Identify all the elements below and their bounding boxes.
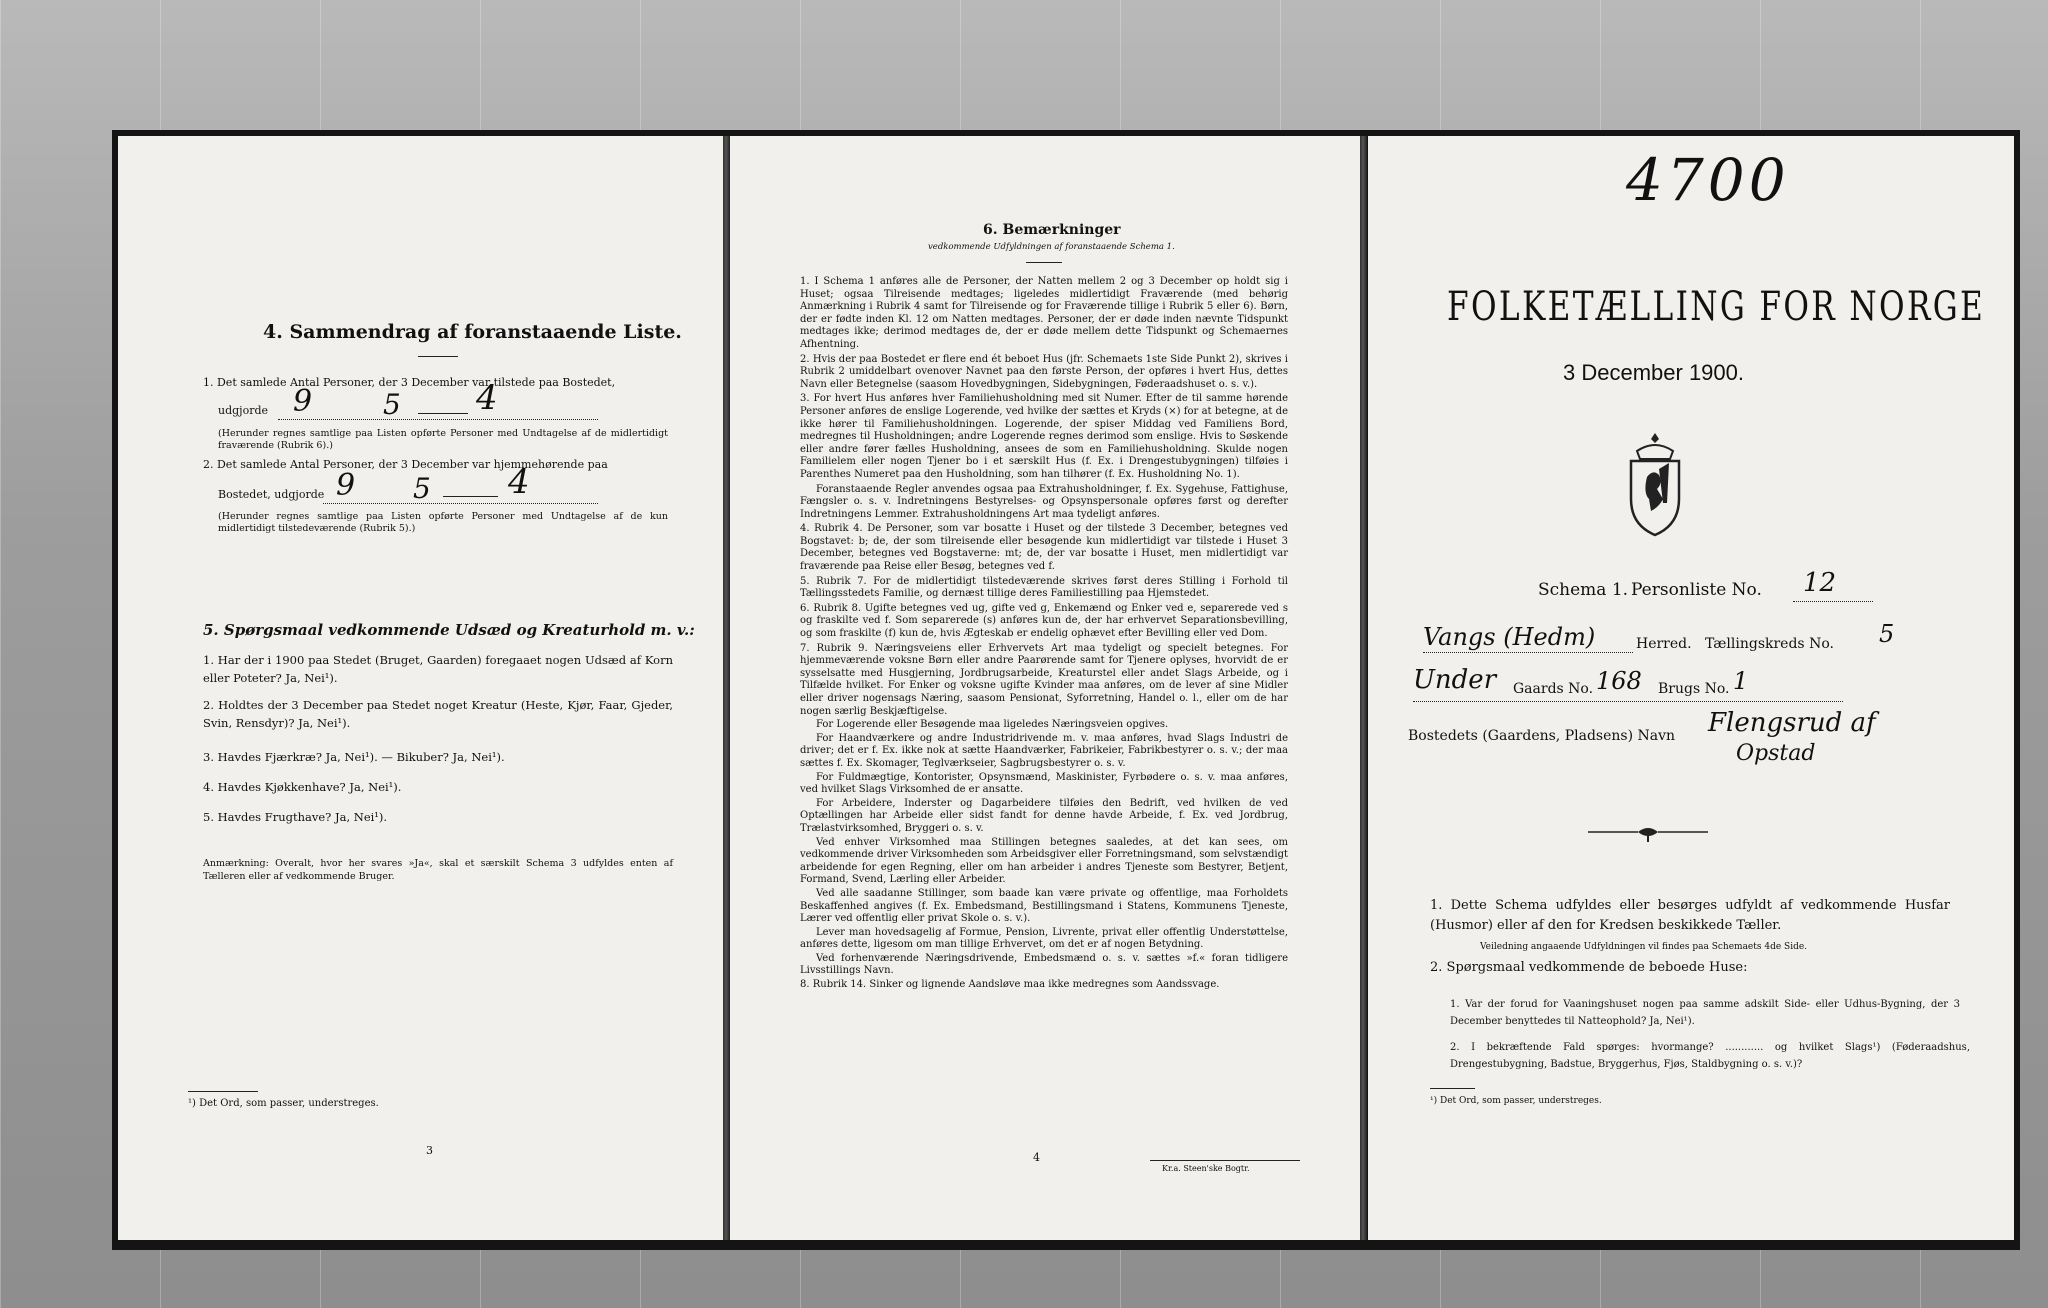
printer-credit: Kr.a. Steen'ske Bogtr.	[1162, 1164, 1250, 1173]
brugs-label: Brugs No.	[1658, 681, 1730, 697]
printer-rule	[1150, 1160, 1300, 1161]
bosted-value-line1: Flengsrud af	[1708, 708, 1876, 738]
remark-item: 4. Rubrik 4. De Personer, som var bosatte i Huset og der tilstede 3 December, betegnes ved Bogstavet: b; de, der som tilreisende eller besøgende kun midlertidigt var tilstede i Huset 3 December, betegnes ved Bogstaverne: mt; de, der var bosatte i Huset, men midlertidigt var fraværende paa Reise eller Besøg, betegnes ved f.	[800, 523, 1288, 573]
remark-item: For Fuldmægtige, Kontorister, Opsynsmænd, Maskinister, Fyrbødere o. s. v. maa anføres, ved hvilket Slags Virksomhed de er ansatte.	[800, 771, 1288, 796]
question-4: 4. Havdes Kjøkkenhave? Ja, Nei¹).	[203, 780, 402, 794]
item1-value-total: 9	[293, 384, 313, 419]
question-2: 2. Holdtes der 3 December paa Stedet noget Kreatur (Heste, Kjør, Faar, Gjeder, Svin, Rensdyr)? Ja, Nei¹).	[203, 698, 673, 730]
kreds-value: 5	[1879, 620, 1895, 648]
remark-item: 7. Rubrik 9. Næringsveiens eller Erhvervets Art maa tydeligt og specielt betegnes. For hjemmeværende voksne Børn eller andre Paarørende samt for Tjenere oplyses, hvorvidt de er sysselsatte med Husgjerning, Jordbrugsarbeide, Kreaturstel eller andet Slags Arbeide, og i Tilfælde hvilket. For Enker og voksne ugifte Kvinder maa anføres, om de lever af sine Midler eller driver nogensags Næring, saasom Pensionat, Syforretning, Handel o. l., eller om de har nogen særlig Beskjæftigelse.	[800, 642, 1288, 717]
item2-note: (Herunder regnes samtlige paa Listen opførte Personer med Undtagelse af de kun midlertidigt tilstedeværende (Rubrik 5).)	[218, 511, 668, 534]
personliste-value: 12	[1803, 568, 1837, 598]
divider	[1026, 262, 1062, 263]
section6-subtitle: vedkommende Udfyldningen af foranstaaende Schema 1.	[928, 242, 1175, 252]
footnote-rule	[188, 1091, 258, 1092]
instruction-1: 1. Dette Schema udfyldes eller besørges udfyldt af vedkommende Husfar (Husmor) eller af den for Kredsen beskikkede Tæller.	[1430, 898, 1950, 933]
schema-label: Schema 1.	[1538, 580, 1629, 600]
section5-title: 5. Spørgsmaal vedkommende Udsæd og Kreaturhold m. v.:	[203, 621, 695, 639]
page-number: 4	[1033, 1151, 1040, 1164]
footnote: ¹) Det Ord, som passer, understreges.	[1430, 1096, 1602, 1106]
item1-label: udgjorde	[218, 404, 269, 417]
divider	[418, 356, 458, 357]
document-date: 3 December 1900.	[1563, 360, 1744, 385]
page-middle	[730, 136, 1360, 1240]
ornament-divider-icon	[1588, 824, 1708, 844]
section4-title: 4. Sammendrag af foranstaaende Liste.	[263, 321, 682, 343]
herred-value: Vangs (Hedm)	[1423, 623, 1596, 651]
item1-text: 1. Det samlede Antal Personer, der 3 December var tilstede paa Bostedet,	[203, 376, 616, 389]
dotted-line	[1423, 652, 1633, 653]
dotted-line	[1793, 601, 1873, 602]
remark-item: 8. Rubrik 14. Sinker og lignende Aandsløve maa ikke medregnes som Aandssvage.	[800, 979, 1220, 991]
remark-item: Foranstaaende Regler anvendes ogsaa paa Extrahusholdninger, f. Ex. Sygehuse, Fattighuse, Fængsler o. s. v. Indretningens Bestyrelses- og Opsynspersonale opføres først og derefter Indretningens Lemmer. Extrahusholdningens Art maa tydeligt anføres.	[800, 483, 1288, 520]
dotted-line	[323, 503, 598, 504]
page-left	[118, 136, 723, 1240]
gaards-value: 168	[1596, 667, 1642, 695]
gaards-label: Gaards No.	[1513, 681, 1594, 697]
brugs-value: 1	[1733, 667, 1749, 695]
page-number: 3	[426, 1144, 433, 1157]
remark-item: 5. Rubrik 7. For de midlertidigt tilstedeværende skrives først deres Stilling i Forhold til Tællingsstedets Familie, og dernæst tillige deres Familiestilling paa Hjemstedet.	[800, 575, 1288, 600]
anmerkning-note: Anmærkning: Overalt, hvor her svares »Ja«, skal et særskilt Schema 3 udfyldes enten af Tælleren eller af vedkommende Bruger.	[203, 858, 673, 882]
section6-title: 6. Bemærkninger	[983, 222, 1121, 238]
handwritten-number: 4700	[1626, 146, 1790, 214]
remark-item: For Logerende eller Besøgende maa ligeledes Næringsveien opgives.	[816, 719, 1169, 731]
remark-item: 6. Rubrik 8. Ugifte betegnes ved ug, gifte ved g, Enkemænd og Enker ved e, separerede ved s og fraskilte ved f. Som separerede (s) anføres kun de, der har erhvervet Separationsbevilling, og som fraskilte (f) kun de, hvis Ægteskab er endelig ophævet efter Bevilling eller ved Dom.	[800, 602, 1288, 640]
personliste-label: Personliste No.	[1631, 580, 1762, 600]
remark-item: Ved alle saadanne Stillinger, som baade kan være private og offentlige, maa Forholdets Beskaffenhed angives (f. Ex. Embedsmand, Bestillingsmand i Statens, Kommunens Tjeneste, Lærer ved offentlig eller privat Skole o. s. v.).	[800, 887, 1288, 925]
dotted-line	[278, 419, 598, 420]
question-3: 3. Havdes Fjærkræ? Ja, Nei¹). — Bikuber? Ja, Nei¹).	[203, 750, 505, 764]
remark-item: 2. Hvis der paa Bostedet er flere end ét beboet Hus (jfr. Schemaets 1ste Side Punkt 2), skrives i Rubrik 2 umiddelbart ovenover Navnet paa den første Person, der opføres i hvert Hus, dettes Navn eller Betegnelse (saasom Hovedbygningen, Sidebygningen, Føderaadshuset o. s. v.).	[800, 353, 1288, 390]
page-right	[1368, 136, 2014, 1240]
instruction-2-q1: 1. Var der forud for Vaaningshuset nogen paa samme adskilt Side- eller Udhus-Bygning, der 3 December benyttedes til Natteophold? Ja, Nei¹).	[1450, 999, 1960, 1027]
remark-item: 1. I Schema 1 anføres alle de Personer, der Natten mellem 2 og 3 December op holdt sig i Huset; ogsaa Tilreisende medtages; ligeledes midlertidigt Fraværende (med behørig Anmærkning i Rubrik 4 samt for Tilreisende og for Fraværende tillige i Rubrik 5 eller 6). Børn, der er fødte inden Kl. 12 om Natten medtages. Personer, der er døde inden nævnte Tidspunkt medtages ikke; derimod medtages de, der er døde mellem dette Tidspunkt og Schemaernes Afhentning.	[800, 276, 1288, 350]
footnote: ¹) Det Ord, som passer, understreges.	[188, 1098, 379, 1109]
item2-label: Bostedet, udgjorde	[218, 488, 325, 501]
kreds-label: Tællingskreds No.	[1705, 636, 1834, 652]
remark-item: For Haandværkere og andre Industridrivende m. v. maa anføres, hvad Slags Industri de driver; det er f. Ex. ikke nok at sætte Haandværker, Fabrikeier, Fabrikbestyrer o. s. v.; der maa sættes f. Ex. Skomager, Teglværkseier, Sagbrugsbestyrer o. s. v.	[800, 732, 1288, 769]
coat-of-arms-icon	[1623, 429, 1687, 539]
instruction-2-q2: 2. I bekræftende Fald spørges: hvormange? ............ og hvilket Slags¹) (Føderaadshus, Drengestubygning, Badstue, Bryggerhus, Fjøs, Staldbygning o. s. v.)?	[1450, 1042, 1970, 1070]
remark-item: Lever man hovedsagelig af Formue, Pension, Livrente, privat eller offentlig Understøttelse, anføres dette, ligesom om man tillige Erhvervet, om det er af nogen Betydning.	[800, 926, 1288, 951]
dash	[418, 413, 468, 414]
footnote-rule	[1430, 1088, 1475, 1089]
remark-item: 3. For hvert Hus anføres hver Familiehusholdning med sit Numer. Efter de til samme hørende Personer anføres de enslige Logerende, ved hvilke der sættes et Kryds (×) for at betegne, at de ikke hører til Familiehusholdningen. Logerende, der spiser Middag ved Familiens Bord, medregnes til Husholdningen; andre Logerende regnes derimod som enslige. Hvis to Søskende eller andre fører fælles Husholdning, ansees de som en Familiehusholdning. Skulde nogen Familielem eller nogen Tjener bo i et særskilt Hus (f. Ex. i Drengestubygningen) tilføies i Parenthes Numeret paa den Husholdning, som han tilhører (f. Ex. Husholdning No. 1).	[800, 393, 1288, 480]
question-5: 5. Havdes Frugthave? Ja, Nei¹).	[203, 810, 388, 824]
remarks-list	[800, 276, 1288, 992]
item1-value-women: 4	[476, 378, 498, 418]
item1-value-men: 5	[383, 388, 401, 421]
question-1: 1. Har der i 1900 paa Stedet (Bruget, Gaarden) foregaaet nogen Udsæd af Korn eller Poteter? Ja, Nei¹).	[203, 653, 673, 685]
remark-item: For Arbeidere, Inderster og Dagarbeidere tilføies den Bedrift, ved hvilken de ved Optællingen har Arbeide eller sidst fandt for denne havde Arbeide, f. Ex. ved Jordbrug, Trælastvirksomhed, Bryggeri o. s. v.	[800, 797, 1288, 834]
item2-value-men: 5	[413, 472, 431, 505]
page-gutter	[722, 136, 730, 1240]
herred-label: Herred.	[1636, 636, 1692, 652]
item2-value-total: 9	[336, 468, 356, 503]
gaards-prefix: Under	[1413, 665, 1497, 695]
dash	[443, 496, 498, 497]
bosted-value-line2: Opstad	[1736, 741, 1816, 766]
instruction-2: 2. Spørgsmaal vedkommende de beboede Huse:	[1430, 960, 1748, 975]
document-title: FOLKETÆLLING FOR NORGE	[1447, 284, 1986, 330]
page-gutter	[1359, 136, 1367, 1240]
remark-item: Ved enhver Virksomhed maa Stillingen betegnes saaledes, at det kan sees, om vedkommende driver Virksomheden som Arbeidsgiver eller Forretningsmand, som selvstændigt arbeidende for egen Regning, eller om han arbeider i andres Tjeneste som Bestyrer, Betjent, Formand, Svend, Lærling eller Arbeider.	[800, 836, 1288, 886]
item2-value-women: 4	[508, 462, 530, 502]
dotted-line	[1413, 701, 1843, 702]
bosted-label: Bostedets (Gaardens, Pladsens) Navn	[1408, 728, 1676, 744]
remark-item: Ved forhenværende Næringsdrivende, Embedsmænd o. s. v. sættes »f.« foran tidligere Livsstillings Navn.	[800, 952, 1288, 977]
item1-note: (Herunder regnes samtlige paa Listen opførte Personer med Undtagelse af de midlertidigt fraværende (Rubrik 6).)	[218, 428, 668, 451]
item2-text: 2. Det samlede Antal Personer, der 3 December var hjemmehørende paa	[203, 458, 608, 471]
instruction-1-note: Veiledning angaaende Udfyldningen vil findes paa Schemaets 4de Side.	[1480, 942, 1808, 952]
